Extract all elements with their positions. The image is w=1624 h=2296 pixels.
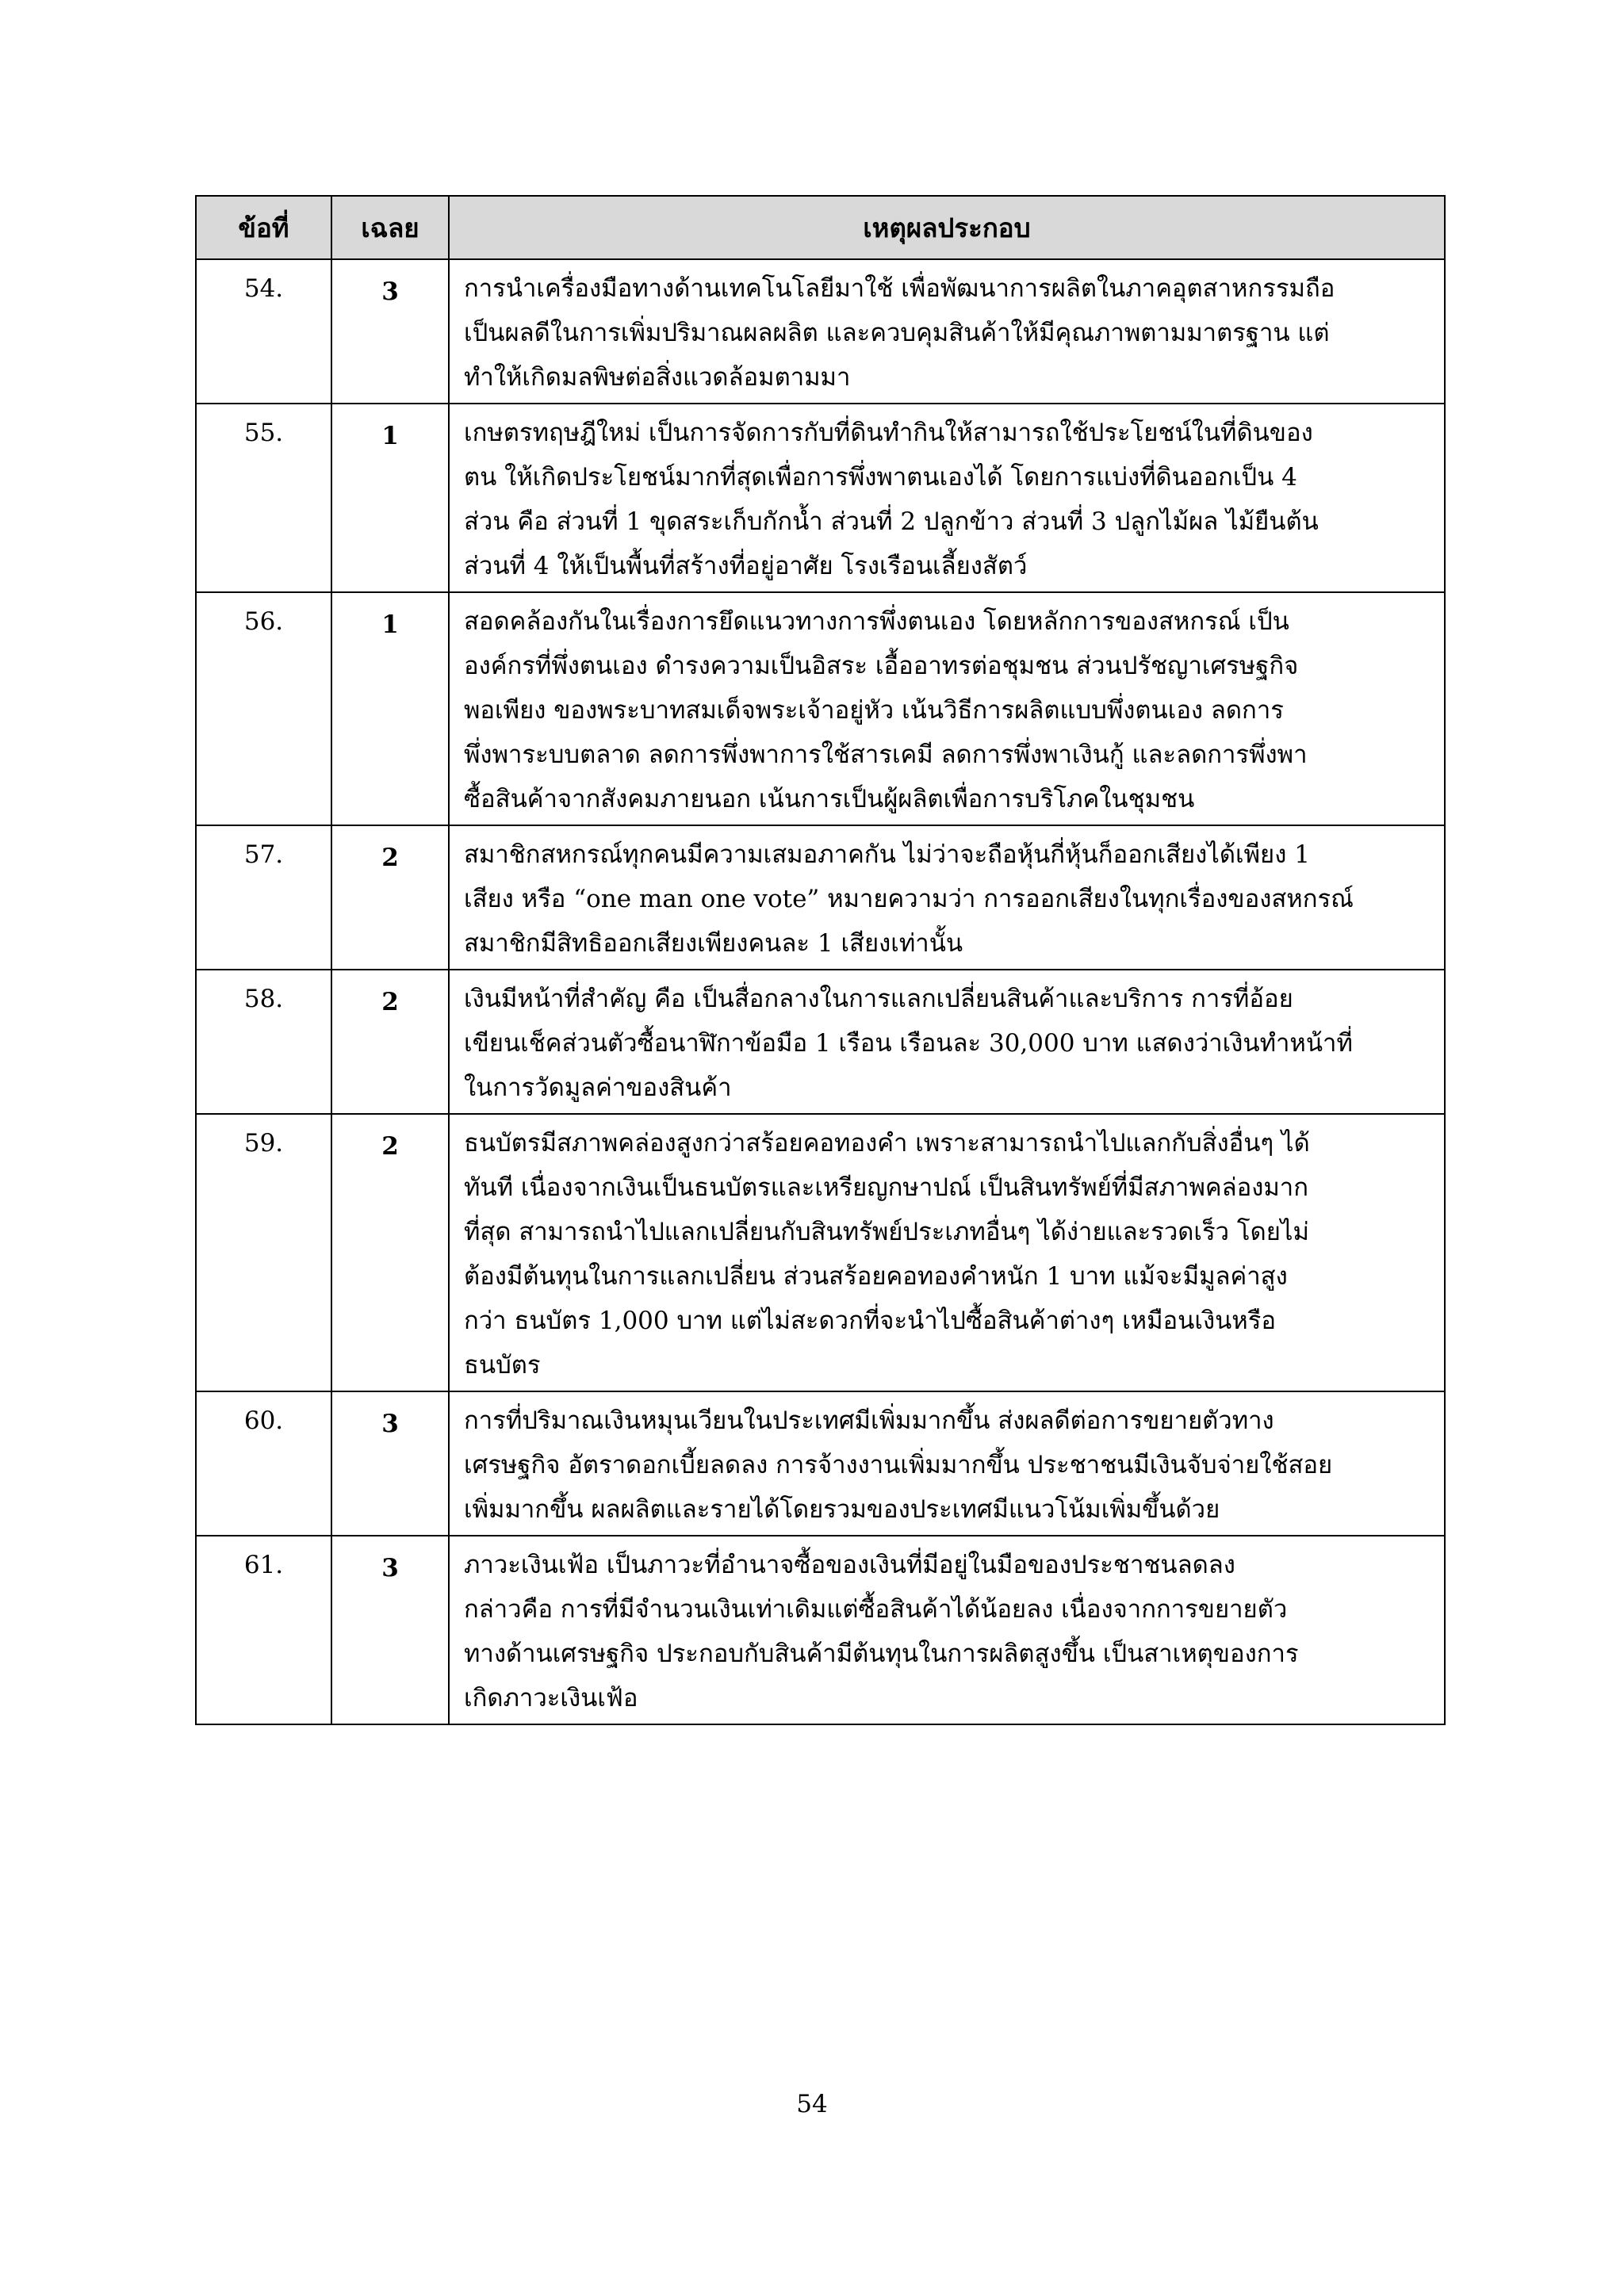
reason-line: การนำเครื่องมือทางด้านเทคโนโลยีมาใช้ เพื่อพัฒนาการผลิตในภาคอุตสาหกรรมถือ — [464, 274, 1335, 303]
question-number-cell: 61. — [196, 1536, 331, 1724]
reason-line: พึ่งพาระบบตลาด ลดการพึ่งพาการใช้สารเคมี ลดการพึ่งพาเงินกู้ และลดการพึ่งพา — [464, 740, 1308, 769]
reason-cell — [449, 1536, 1445, 1724]
answer-cell: 3 — [331, 1536, 449, 1724]
reason-line: เสียง หรือ “one man one vote” หมายความว่า การออกเสียงในทุกเรื่องของสหกรณ์ — [464, 885, 1354, 913]
question-number-cell: 55. — [196, 404, 331, 592]
page-number: 54 — [796, 2090, 828, 2118]
reason-line: ที่สุด สามารถนำไปแลกเปลี่ยนกับสินทรัพย์ประเภทอื่นๆ ได้ง่ายและรวดเร็ว โดยไม่ — [464, 1218, 1309, 1246]
reason-cell — [449, 404, 1445, 592]
reason-line: ธนบัตรมีสภาพคล่องสูงกว่าสร้อยคอทองคำ เพราะสามารถนำไปแลกกับสิ่งอื่นๆ ได้ — [464, 1129, 1310, 1158]
table-row — [196, 970, 1445, 1114]
table-row — [196, 592, 1445, 825]
table-row — [196, 1536, 1445, 1724]
answer-cell: 2 — [331, 825, 449, 970]
answer-key-table — [195, 195, 1446, 1725]
reason-line: เกษตรทฤษฎีใหม่ เป็นการจัดการกับที่ดินทำกินให้สามารถใช้ประโยชน์ในที่ดินของ — [464, 419, 1313, 447]
reason-line: ทางด้านเศรษฐกิจ ประกอบกับสินค้ามีต้นทุนในการผลิตสูงขึ้น เป็นสาเหตุของการ — [464, 1640, 1299, 1668]
table-row — [196, 259, 1445, 404]
header-question-number: ข้อที่ — [196, 196, 331, 259]
question-number-cell: 56. — [196, 592, 331, 825]
reason-line: กล่าวคือ การที่มีจำนวนเงินเท่าเดิมแต่ซื้อสินค้าได้น้อยลง เนื่องจากการขยายตัว — [464, 1595, 1288, 1624]
question-number-cell: 57. — [196, 825, 331, 970]
answer-cell: 2 — [331, 970, 449, 1114]
reason-line: ทันที เนื่องจากเงินเป็นธนบัตรและเหรียญกษาปณ์ เป็นสินทรัพย์ที่มีสภาพคล่องมาก — [464, 1173, 1308, 1202]
table-body — [196, 259, 1445, 1724]
reason-line: เป็นผลดีในการเพิ่มปริมาณผลผลิต และควบคุมสินค้าให้มีคุณภาพตามมาตรฐาน แต่ — [464, 319, 1330, 347]
question-number-cell: 54. — [196, 259, 331, 404]
reason-line: ในการวัดมูลค่าของสินค้า — [464, 1073, 732, 1102]
answer-cell: 3 — [331, 1391, 449, 1536]
reason-line: เงินมีหน้าที่สำคัญ คือ เป็นสื่อกลางในการแลกเปลี่ยนสินค้าและบริการ การที่อ้อย — [464, 985, 1293, 1013]
reason-cell — [449, 970, 1445, 1114]
reason-line: ทำให้เกิดมลพิษต่อสิ่งแวดล้อมตามมา — [464, 363, 851, 392]
reason-line: ภาวะเงินเฟ้อ เป็นภาวะที่อำนาจซื้อของเงินที่มีอยู่ในมือของประชาชนลดลง — [464, 1551, 1235, 1579]
reason-line: เกิดภาวะเงินเฟ้อ — [464, 1684, 638, 1712]
reason-line: ธนบัตร — [464, 1351, 541, 1380]
answer-cell: 1 — [331, 404, 449, 592]
reason-line: สอดคล้องกันในเรื่องการยึดแนวทางการพึ่งตนเอง โดยหลักการของสหกรณ์ เป็น — [464, 607, 1289, 636]
reason-line: สมาชิกสหกรณ์ทุกคนมีความเสมอภาคกัน ไม่ว่าจะถือหุ้นกี่หุ้นก็ออกเสียงได้เพียง 1 — [464, 840, 1310, 869]
header-row — [196, 196, 1445, 259]
table-header — [196, 196, 1445, 259]
reason-cell — [449, 1391, 1445, 1536]
question-number-cell: 59. — [196, 1114, 331, 1391]
reason-line: เศรษฐกิจ อัตราดอกเบี้ยลดลง การจ้างงานเพิ่มมากขึ้น ประชาชนมีเงินจับจ่ายใช้สอย — [464, 1451, 1333, 1479]
answer-cell: 3 — [331, 259, 449, 404]
reason-line: ส่วน คือ ส่วนที่ 1 ขุดสระเก็บกักน้ำ ส่วนที่ 2 ปลูกข้าว ส่วนที่ 3 ปลูกไม้ผล ไม้ยืนต้น — [464, 507, 1319, 536]
reason-line: ตน ให้เกิดประโยชน์มากที่สุดเพื่อการพึ่งพาตนเองได้ โดยการแบ่งที่ดินออกเป็น 4 — [464, 463, 1297, 492]
reason-cell — [449, 1114, 1445, 1391]
reason-line: เพิ่มมากขึ้น ผลผลิตและรายได้โดยรวมของประเทศมีแนวโน้มเพิ่มขึ้นด้วย — [464, 1495, 1220, 1524]
reason-line: ต้องมีต้นทุนในการแลกเปลี่ยน ส่วนสร้อยคอทองคำหนัก 1 บาท แม้จะมีมูลค่าสูง — [464, 1262, 1288, 1291]
reason-line: ซื้อสินค้าจากสังคมภายนอก เน้นการเป็นผู้ผลิตเพื่อการบริโภคในชุมชน — [464, 785, 1195, 813]
reason-cell — [449, 592, 1445, 825]
reason-line: เขียนเช็คส่วนตัวซื้อนาฬิกาข้อมือ 1 เรือน เรือนละ 30,000 บาท แสดงว่าเงินทำหน้าที่ — [464, 1029, 1353, 1058]
reason-line: ส่วนที่ 4 ให้เป็นพื้นที่สร้างที่อยู่อาศัย โรงเรือนเลี้ยงสัตว์ — [464, 552, 1028, 580]
table-row — [196, 1391, 1445, 1536]
header-reason: เหตุผลประกอบ — [449, 196, 1445, 259]
table-row — [196, 825, 1445, 970]
reason-cell — [449, 825, 1445, 970]
reason-line: พอเพียง ของพระบาทสมเด็จพระเจ้าอยู่หัว เน้นวิธีการผลิตแบบพึ่งตนเอง ลดการ — [464, 696, 1284, 725]
reason-line: การที่ปริมาณเงินหมุนเวียนในประเทศมีเพิ่มมากขึ้น ส่งผลดีต่อการขยายตัวทาง — [464, 1406, 1274, 1435]
reason-line: กว่า ธนบัตร 1,000 บาท แต่ไม่สะดวกที่จะนำไปซื้อสินค้าต่างๆ เหมือนเงินหรือ — [464, 1307, 1276, 1335]
reason-cell — [449, 259, 1445, 404]
answer-cell: 1 — [331, 592, 449, 825]
table-row — [196, 404, 1445, 592]
table-row — [196, 1114, 1445, 1391]
question-number-cell: 58. — [196, 970, 331, 1114]
reason-line: สมาชิกมีสิทธิออกเสียงเพียงคนละ 1 เสียงเท่านั้น — [464, 929, 963, 958]
question-number-cell: 60. — [196, 1391, 331, 1536]
header-answer: เฉลย — [331, 196, 449, 259]
answer-cell: 2 — [331, 1114, 449, 1391]
reason-line: องค์กรที่พึ่งตนเอง ดำรงความเป็นอิสระ เอื้ออาทรต่อชุมชน ส่วนปรัชญาเศรษฐกิจ — [464, 652, 1299, 680]
